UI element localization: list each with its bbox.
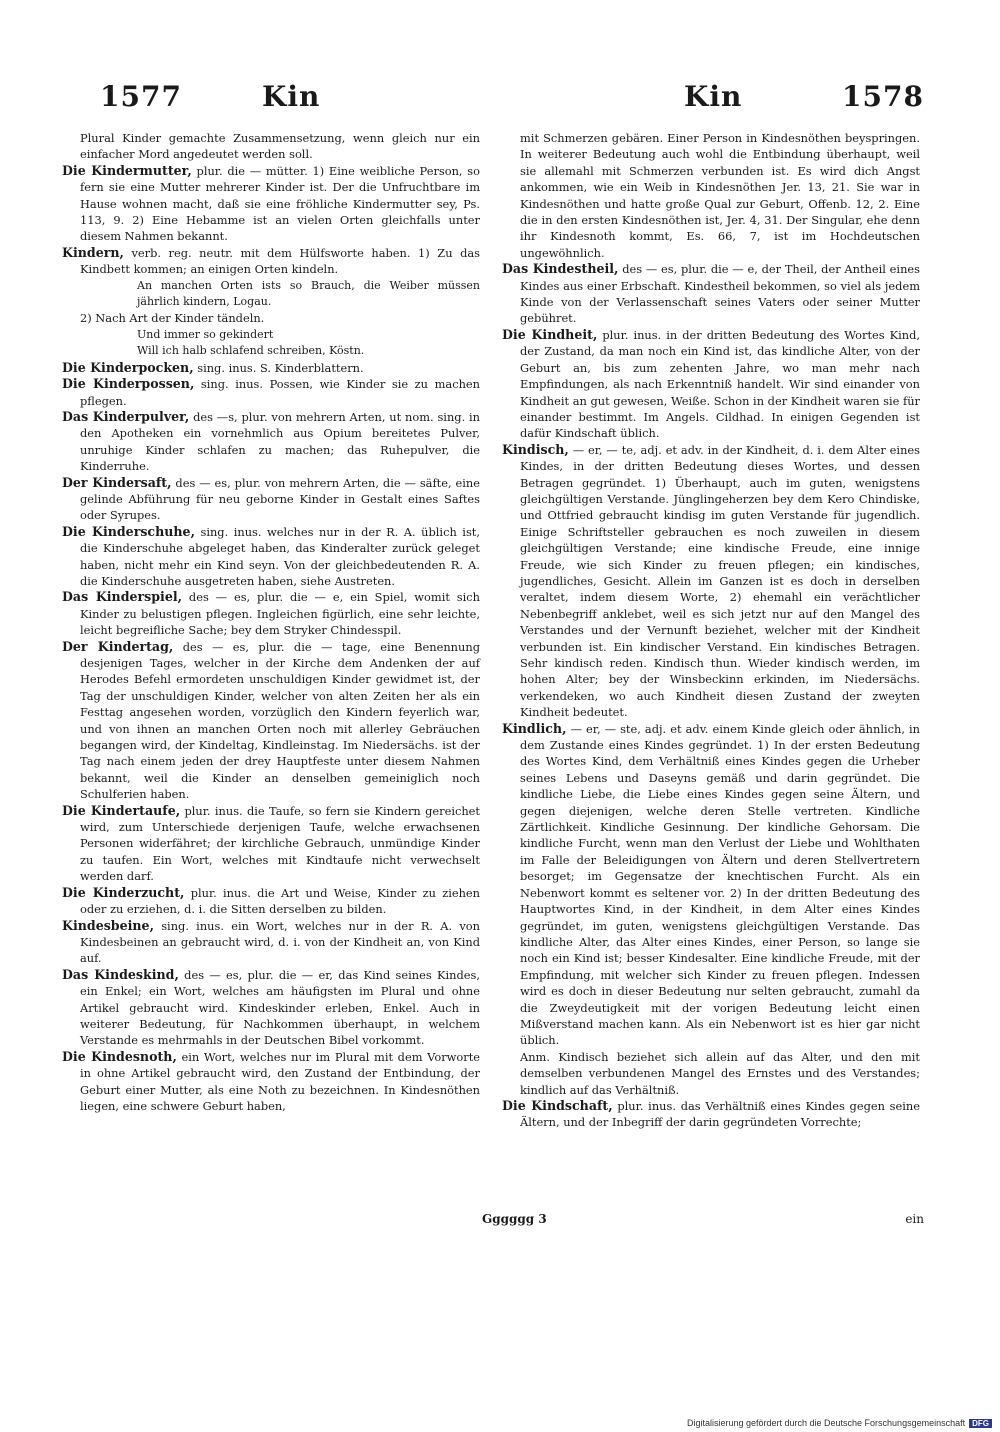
page-header: [62, 80, 924, 130]
entry-text: des — es, plur. die — er, das Kind seines Kindes, ein Enkel; ein Wort, welches am häufigsten im Plural und ohne Artikel gebraucht wird. Kindeskinder erleben, Enkel. Auch in weiterer Bedeutung, für Nachkommen überhaupt, in welchem Verstande es mehrmahls in der Deutschen Bibel vorkommt.: [80, 967, 480, 1048]
dictionary-page: [62, 80, 924, 1240]
dfg-logo-icon: DFG: [969, 1419, 992, 1428]
entry-text: plur. inus. die Taufe, so fern sie Kindern gereichet wird, zum Unterschiede derjenigen Taufe, welche erwachsenen Personen widerfähret; der kirchliche Gebrauch, unmündige Kinder zu taufen. Ein Wort, welches mit Kindtaufe nicht verwechselt werden darf.: [80, 803, 480, 884]
entry-text: — er, — ste, adj. et adv. einem Kinde gleich oder ähnlich, in dem Zustande eines Kindes gegründet. 1) In der ersten Bedeutung des Wortes Kind, dem Verhältniß eines Kindes gegen die Urheber seines Lebens und Daseyns gemäß und darin gegründet. Die kindliche Liebe, die Liebe eines Kindes gegen seine Ältern, und gegen diejenigen, welche deren Stelle vertreten. Kindliche Zärtlichkeit. Kindliche Gesinnung. Der kindliche Gehorsam. Die kindliche Furcht, wenn man den Verlust der Liebe und Wohlthaten im Falle der Beleidigungen von Ältern und deren Stellvertretern besorget; im Gegensatze der knechtischen Furcht. Als ein Nebenwort kommt es seltener vor. 2) In der dritten Bedeutung des Hauptwortes Kind, in der Kindheit, in dem Alter eines Kindes gegründet, im guten, wenigstens gleichgültigen Verstande. Das kindliche Alter, das Alter eines Kindes, einer Person, so lange sie noch ein Kind ist; besser Kindesalter. Eine kindliche Freude, mit der Empfindung, mit welcher sich Kinder zu freuen pflegen. Indessen wird es doch in dieser Bedeutung nur selten gebraucht, zumahl da die Zweydeutigkeit mit der vorigen Bedeutung leicht einen Mißverstand machen kann. Als ein Nebenwort ist es hier gar nicht üblich.: [520, 721, 920, 1048]
quotation-line: Und immer so gekindert: [137, 327, 274, 341]
quotation-line: Will ich halb schlafend schreiben, Köstn.: [137, 344, 365, 358]
entry-headword: Kindern,: [62, 244, 124, 260]
entry-headword: Die Kindermutter,: [62, 162, 192, 178]
watermark-text: Digitalisierung gefördert durch die Deutsche Forschungsgemeinschaft: [686, 1418, 966, 1428]
entry-text: des — es, plur. die — tage, eine Benennung desjenigen Tages, welcher in der Kirche dem Andenken der auf Herodes Befehl ermordeten unschuldigen Kinder gewidmet ist, der Tag der unschuldigen Kinder, welcher von alten Zeiten her als ein Festtag angesehen worden, vorzüglich den Kindern feyerlich war, und von ihnen an manchen Orten noch mit allerley Gebräuchen begangen wird, der Kindeltag, Kindleinstag. Im Niedersächs. ist der Tag nach einem jeden der drey Hauptfeste unter diesem Nahmen bekannt, weil die Kinder an denselben gemeiniglich noch Schulferien haben.: [80, 639, 480, 802]
entry-headword: Die Kinderpossen,: [62, 376, 195, 392]
dictionary-entry: [62, 638, 480, 803]
dictionary-entry: [62, 917, 480, 967]
dictionary-entry: [502, 441, 920, 721]
dictionary-entry: [520, 1049, 920, 1098]
running-head-right: Kin: [684, 80, 743, 113]
entry-text: plur. inus. die Art und Weise, Kinder zu ziehen oder zu erziehen, d. i. die Sitten derselben zu bilden.: [80, 885, 480, 917]
dictionary-entry: [62, 408, 480, 475]
dictionary-entry: [80, 130, 480, 163]
entry-text: Plural Kinder gemachte Zusammensetzung, wenn gleich nur ein einfacher Mord angedeutet werden soll.: [80, 131, 480, 162]
dictionary-entry: [62, 162, 480, 245]
entry-text: sing. inus. welches nur in der R. A. üblich ist, die Kinderschuhe abgeleget haben, das Kinderalter zurück geleget haben, nicht mehr ein Kind seyn. Von der gleichbedeutenden R. A. die Kinderschuhe ausgetreten haben, siehe Austreten.: [80, 524, 480, 588]
entry-headword: Das Kindeskind,: [62, 966, 179, 982]
dfg-watermark: [687, 1418, 992, 1428]
dictionary-entry: [62, 474, 481, 524]
entry-headword: Kindesbeine,: [62, 917, 154, 933]
entry-headword: Das Kinderpulver,: [62, 408, 190, 424]
entry-text: sing. inus. S. Kinderblattern.: [197, 360, 364, 375]
entry-text: plur. inus. in der dritten Bedeutung des Wortes Kind, der Zustand, da man noch ein Kind ist, das kindliche Alter, von der Geburt an, bis zum zehenten Jahre, wo man mehr nach Empfindungen, als nach Erkenntniß handelt. Wir sind einander von Kindheit an gut gewesen, Weiße. Schon in der Kindheit waren sie für einander bestimmt. Im Angels. Cildhad. In einigen Gegenden ist dafür Kindschaft üblich.: [520, 327, 921, 441]
entry-headword: Die Kindertaufe,: [62, 802, 181, 818]
entry-text: des — es, plur. die — e, ein Spiel, womit sich Kinder zu belustigen pflegen. Ingleichen figürlich, eine sehr leichte, leicht begreifliche Sache; bey dem Stryker Chindesspil.: [80, 590, 481, 638]
entry-text: — er, — te, adj. et adv. in der Kindheit, d. i. dem Alter eines Kindes, in der dritten Bedeutung dieses Wortes, und dessen Betragen gegründet. 1) Überhaupt, auch im guten, wenigstens gleichgültigen Verstande. Jünglingeherzen bey dem Kero Chindiske, und Ottfried gebraucht kindisg im guten Verstande für jugendlich. Einige Schriftsteller gebrauchen es noch zuweilen in diesem gleichgültigen Verstande; eine kindische Freude, eine innige Freude, wie sich Kinder zu freuen pflegen; ein kindisches, jugendliches, Gesicht. Allein im Ganzen ist es doch in derselben veraltet, indem diesem Worte, 2) ehemahl ein verächtlicher Nebenbegriff anklebet, weil es sich jetzt nur auf den Mangel des Verstandes und der Vernunft beziehet, welcher mit der Kindheit verbunden ist. Ein kindischer Verstand. Ein kindisches Betragen. Sehr kindisch reden. Kindisch thun. Wieder kindisch werden, im hohen Alter; bey der Winsbeckinn erkinden, im Niedersächs. verkendeken, wo auch Kindheit diesen Zustand der zweyten Kindheit bedeutet.: [520, 442, 920, 720]
entry-text: sing. inus. Possen, wie Kinder sie zu machen pflegen.: [80, 377, 480, 408]
dictionary-entry: [62, 884, 480, 918]
dictionary-entry: [502, 326, 921, 442]
entry-headword: Der Kindertag,: [62, 638, 174, 654]
catchword: ein: [905, 1212, 924, 1226]
dictionary-entry: [520, 130, 920, 261]
dictionary-entry: [502, 261, 920, 327]
page-number-right: 1578: [842, 80, 924, 113]
right-column: [502, 130, 920, 1131]
dictionary-entry: [502, 1097, 920, 1131]
page-number-left: 1577: [100, 80, 182, 113]
entry-headword: Die Kindheit,: [502, 326, 598, 342]
dictionary-entry: [62, 359, 480, 376]
entry-headword: Die Kindschaft,: [502, 1097, 613, 1113]
entry-text: plur. inus. das Verhältniß eines Kindes gegen seine Ältern, und der Inbegriff der darin gegründeten Vorrechte;: [520, 1098, 920, 1130]
entry-text: Anm. Kindisch beziehet sich allein auf das Alter, und den mit demselben verbundenen Mangel des Ernstes und des Verstandes; kindlich auf das Verhältniß.: [520, 1049, 920, 1097]
dictionary-entry: [62, 1048, 481, 1115]
left-column: [62, 130, 480, 1114]
entry-text: des — es, plur. die — e, der Theil, der Antheil eines Kindes aus einer Erbschaft. Kindestheil bekommen, so viel als jedem Kinde von der Verlassenschaft seines Vaters oder seiner Mutter gebühret.: [520, 262, 920, 326]
entry-text: plur. die — mütter. 1) Eine weibliche Person, so fern sie eine Mutter mehrerer Kinder ist. Der die Unfruchtbare im Hause wohnen macht, daß sie eine fröhliche Kindermutter sey, Ps. 113, 9. 2) Eine Hebamme ist an vielen Orten gleichfalls unter diesem Nahmen bekannt.: [80, 163, 480, 244]
dictionary-entry: [80, 310, 480, 326]
entry-headword: Kindlich,: [502, 720, 567, 736]
entry-headword: Die Kindesnoth,: [62, 1048, 177, 1064]
entry-headword: Das Kinderspiel,: [62, 589, 183, 605]
quotation-line: An manchen Orten ists so Brauch, die Weiber müssen jährlich kindern, Logau.: [137, 278, 480, 309]
dictionary-entry: [62, 244, 481, 278]
entry-text: sing. inus. ein Wort, welches nur in der R. A. von Kindesbeinen an gebraucht wird, d. i. von der Kindheit an, von Kind auf.: [80, 918, 480, 966]
dictionary-entry: [62, 589, 481, 638]
entry-text: verb. reg. neutr. mit dem Hülfsworte haben. 1) Zu das Kindbett kommen; an einigen Orten kindeln.: [80, 245, 481, 277]
running-head-left: Kin: [262, 80, 321, 113]
entry-text: ein Wort, welches nur im Plural mit dem Vorworte in ohne Artikel gebraucht wird, den Zustand der Entbindung, der Geburt einer Mutter, als eine Noth zu bezeichnen. In Kindesnöthen liegen, eine schwere Geburt haben,: [80, 1049, 481, 1113]
entry-headword: Die Kinderzucht,: [62, 884, 185, 900]
entry-headword: Kindisch,: [502, 441, 569, 457]
dictionary-entry: [62, 376, 480, 409]
dictionary-entry: [62, 802, 480, 885]
signature-mark: Gggggg 3: [482, 1212, 547, 1226]
dictionary-entry: [62, 523, 480, 590]
entry-text: des — es, plur. von mehrern Arten, die — säfte, eine gelinde Abführung für neu geborne Kinder in Gestalt eines Saftes oder Syrupes.: [80, 475, 481, 523]
entry-headword: Das Kindestheil,: [502, 261, 619, 277]
entry-text: mit Schmerzen gebären. Einer Person in Kindesnöthen beyspringen. In weiterer Bedeutung auch wohl die Entbindung überhaupt, weil sie allemahl mit Schmerzen verbunden ist. Es wird dich Angst ankommen, wie ein Weib in Kindesnöthen Jer. 13, 21. Sie war in Kindesnöthen und hatte große Qual zur Geburt, Offenb. 12, 2. Eine die in den ersten Kindesnöthen ist, Jer. 4, 31. Der Singular, ehe denn ihr Kindesnoth kommt, Es. 66, 7, ist im Hochdeutschen ungewöhnlich.: [520, 131, 920, 260]
dictionary-entry: [502, 720, 920, 1049]
entry-text: 2) Nach Art der Kinder tändeln.: [80, 311, 265, 326]
entry-headword: Die Kinderpocken,: [62, 359, 194, 375]
entry-headword: Die Kinderschuhe,: [62, 523, 195, 539]
entry-text: des —s, plur. von mehrern Arten, ut nom. sing. in den Apotheken ein vornehmlich aus Opium bereitetes Pulver, unruhige Kinder schlafen zu machen; das Ruhepulver, die Kinderruhe.: [80, 409, 480, 474]
dictionary-entry: [62, 966, 480, 1049]
entry-headword: Der Kindersaft,: [62, 474, 172, 490]
